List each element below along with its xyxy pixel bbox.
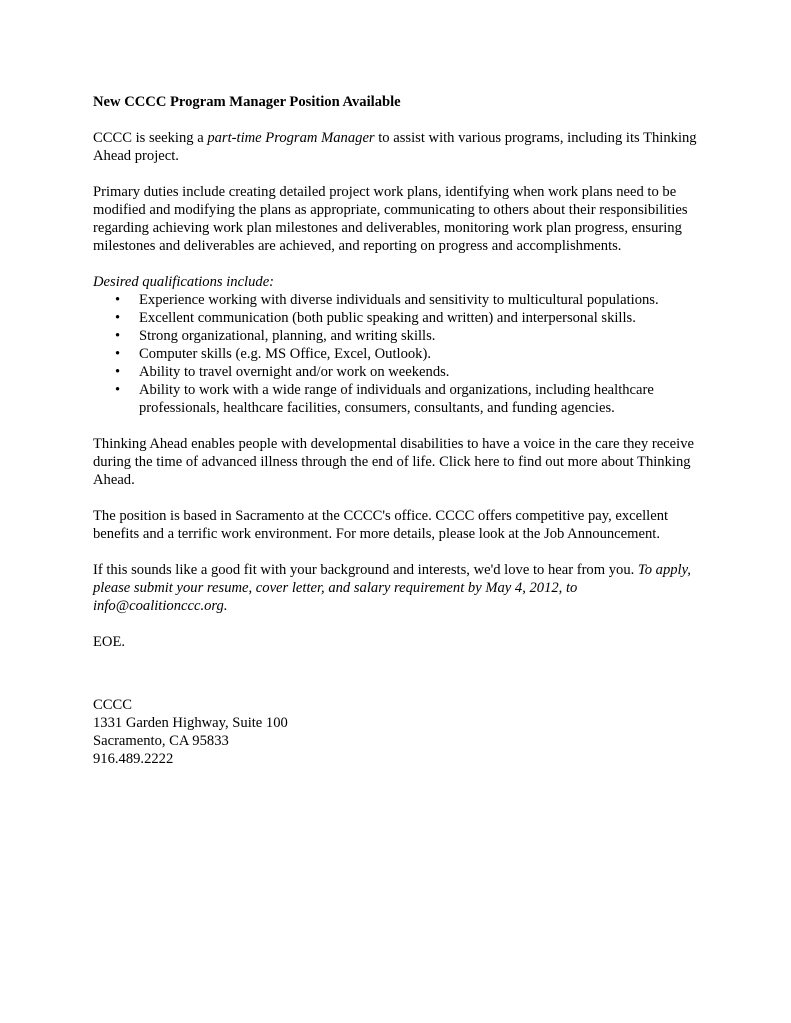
- bullet-icon: •: [115, 328, 121, 344]
- thinking-ahead-paragraph: Thinking Ahead enables people with developmental disabilities to have a voice in the care they receive during the time of advanced illness through the end of life. Click here to find out more about Thinking Ahead.: [93, 436, 694, 488]
- apply-pre: If this sounds like a good fit with your background and interests, we'd love to hear from you.: [93, 562, 638, 578]
- address-phone: 916.489.2222: [93, 751, 174, 767]
- spacer: [93, 678, 703, 696]
- list-item-text: Computer skills (e.g. MS Office, Excel, Outlook).: [139, 346, 431, 362]
- position-paragraph: The position is based in Sacramento at the CCCC's office. CCCC offers competitive pay, excellent benefits and a terrific work environment. For more details, please look at the Job Announcement.: [93, 508, 669, 542]
- address-street: 1331 Garden Highway, Suite 100: [93, 715, 288, 731]
- list-item-text: Strong organizational, planning, and writing skills.: [139, 328, 436, 344]
- intro-post: to assist with various programs, including its Thinking Ahead project.: [93, 130, 697, 164]
- intro-pre: CCCC is seeking a: [93, 130, 208, 146]
- list-item-text: Ability to travel overnight and/or work on weekends.: [139, 364, 450, 380]
- list-item: [93, 381, 703, 417]
- address-city: Sacramento, CA 95833: [93, 733, 229, 749]
- bullet-icon: •: [115, 364, 121, 380]
- page-title: New CCCC Program Manager Position Available: [93, 94, 401, 110]
- address-org: CCCC: [93, 697, 132, 713]
- list-item: [93, 327, 703, 345]
- list-item: [93, 345, 703, 363]
- list-item: [93, 291, 703, 309]
- qualifications-list: [93, 291, 703, 417]
- bullet-icon: •: [115, 292, 121, 308]
- qualifications-heading: Desired qualifications include:: [93, 274, 275, 290]
- list-item-text: Experience working with diverse individuals and sensitivity to multicultural populations.: [139, 292, 659, 308]
- intro-emphasis: part-time Program Manager: [207, 130, 375, 146]
- address-block: [93, 696, 703, 768]
- bullet-icon: •: [115, 382, 121, 398]
- eoe-statement: EOE.: [93, 634, 126, 650]
- bullet-icon: •: [115, 310, 121, 326]
- duties-paragraph: Primary duties include creating detailed project work plans, identifying when work plans need to be modified and modifying the plans as appropriate, communicating to others about their responsibilities regarding achieving work plan milestones and deliverables, monitoring work plan progress, ensuring milestones and deliverables are achieved, and reporting on progress and accomplishments.: [93, 184, 688, 254]
- list-item-text: Ability to work with a wide range of individuals and organizations, including healthcare professionals, healthcare facilities, consumers, consultants, and funding agencies.: [139, 382, 654, 416]
- spacer: [93, 651, 703, 678]
- apply-emphasis: To apply, please submit your resume, cover letter, and salary requirement by May 4, 2012, to info@coalitionccc.org.: [93, 562, 691, 614]
- list-item: [93, 363, 703, 381]
- list-item-text: Excellent communication (both public speaking and written) and interpersonal skills.: [139, 310, 636, 326]
- apply-paragraph: [93, 561, 703, 615]
- intro-paragraph: [93, 129, 703, 165]
- document-page: [93, 93, 703, 768]
- list-item: [93, 309, 703, 327]
- bullet-icon: •: [115, 346, 121, 362]
